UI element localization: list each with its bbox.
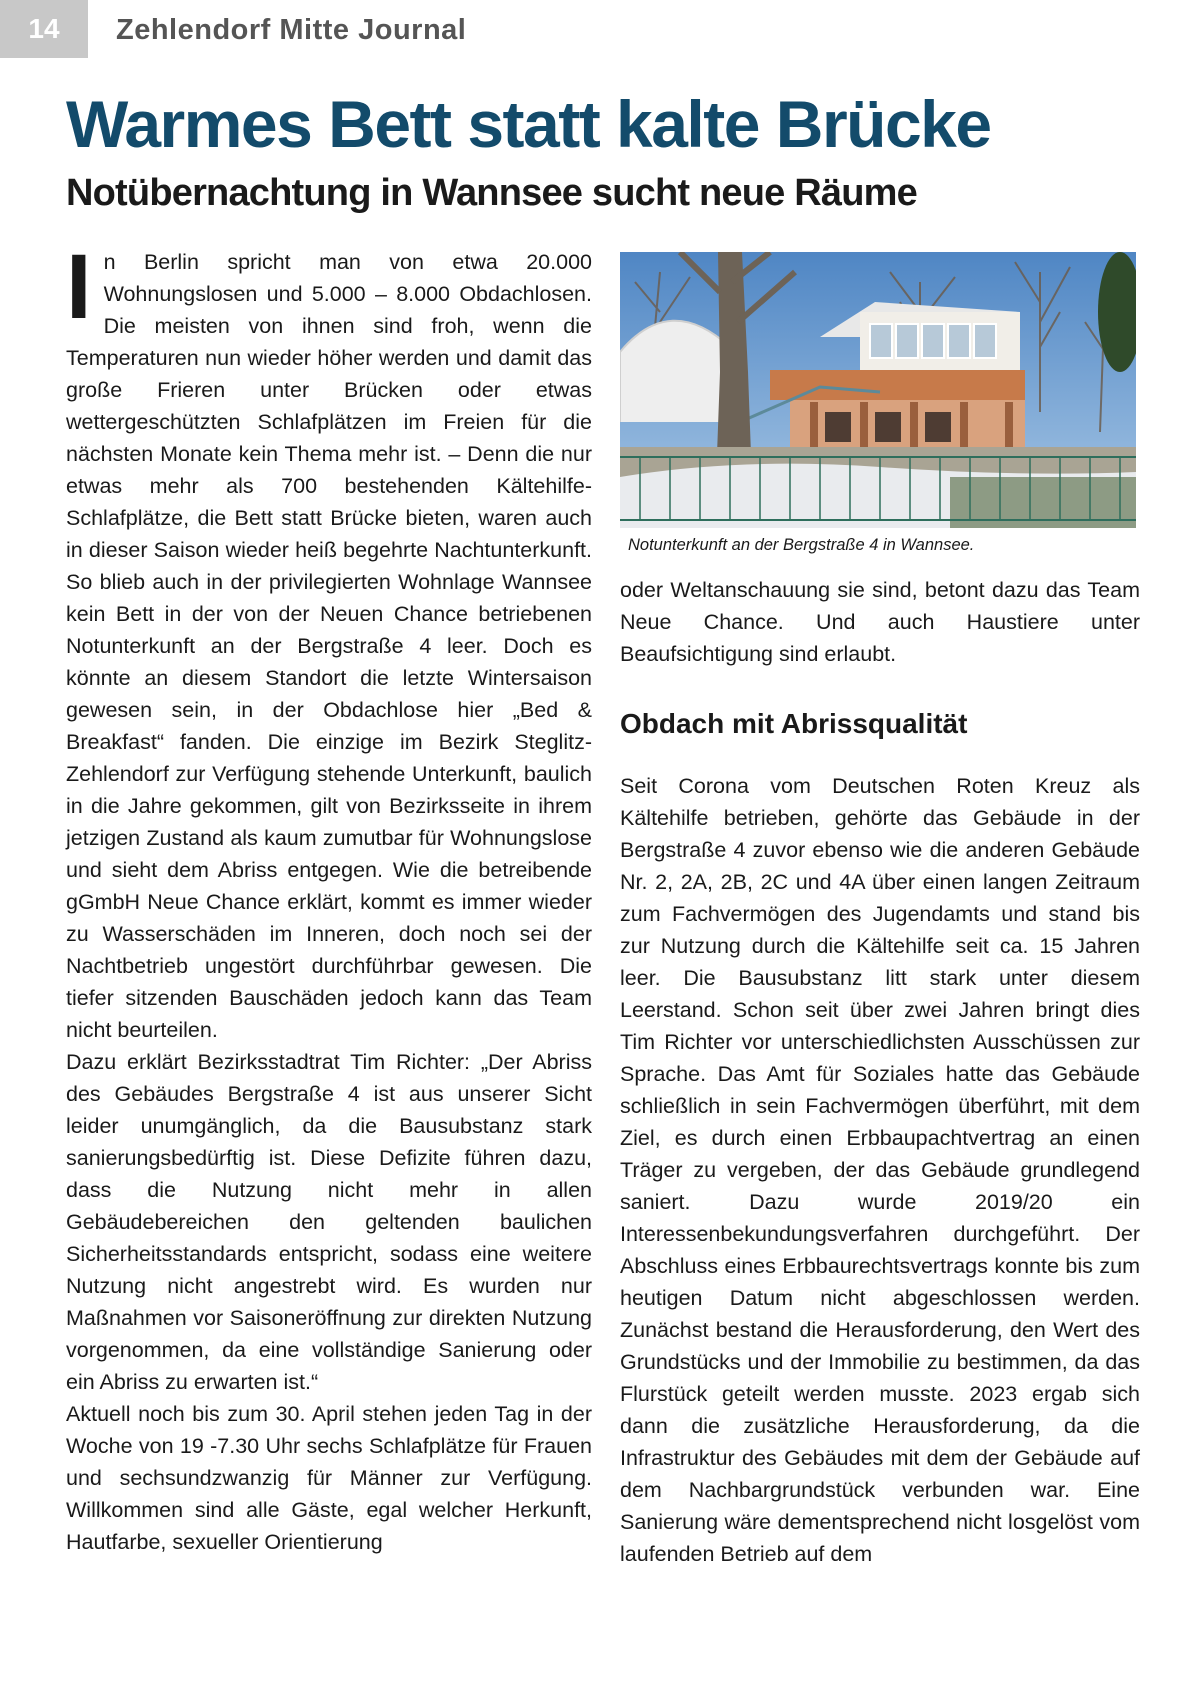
article-subtitle: Notübernachtung in Wannsee sucht neue Räume <box>66 172 917 214</box>
intro-text: n Berlin spricht man von etwa 20.000 Wohnungslosen und 5.000 – 8.000 Obdachlosen. Die meisten von ihnen sind froh, wenn die Temperaturen nun wieder höher werden und damit das große Frieren unter Brücken oder etwas wettergeschützten Schlafplätzen im Freien für die nächsten Monate kein Thema mehr ist. – Denn die nur etwas mehr als 700 bestehenden Kältehilfe-Schlafplätze, die Bett statt Brücke bieten, waren auch in dieser Saison wieder heiß begehrte Nachtunterkunft. So blieb auch in der privilegierten Wohnlage Wannsee kein Bett in der von der Neuen Chance betriebenen Notunterkunft an der Bergstraße 4 leer. Doch es könnte an diesem Standort die letzte Wintersaison gewesen sein, in der Obdachlose hier „Bed & Breakfast“ fanden. Die einzige im Bezirk Steglitz-Zehlendorf zur Verfügung stehende Unterkunft, baulich in die Jahre gekommen, gilt von Bezirksseite in ihrem jetzigen Zustand als kaum zumutbar für Wohnungslose und sieht dem Abriss entgegen. Wie die betreibende gGmbH Neue Chance erklärt, kommt es immer wieder zu Wasserschäden im Inneren, doch noch sei der Nachtbetrieb ungestört durchführbar gewesen. Die tiefer sitzenden Bauschäden jedoch kann das Team nicht beurteilen. <box>66 250 592 1042</box>
section-paragraph: Seit Corona vom Deutschen Roten Kreuz als Kältehilfe betrieben, gehörte das Gebäude in der Bergstraße 4 zuvor ebenso wie die anderen Gebäude Nr. 2, 2A, 2B, 2C und 4A über einen langen Zeitraum zum Fachvermögen des Jugendamts und stand bis zur Nutzung durch die Kältehilfe seit ca. 15 Jahren leer. Die Bausubstanz litt stark unter diesem Leerstand. Schon seit über zwei Jahren bringt dies Tim Richter vor unterschiedlichsten Ausschüssen zur Sprache. Das Amt für Soziales hatte das Gebäude schließlich in sein Fachvermögen überführt, mit dem Ziel, es durch einen Erbbaupachtvertrag an einen Träger zu vergeben, der das Gebäude grundlegend saniert. Dazu wurde 2019/20 ein Interessenbekundungsverfahren durchgeführt. Der Abschluss eines Erbbaurechtsvertrags konnte bis zum heutigen Datum nicht abgeschlossen werden. Zunächst bestand die Herausforderung, den Wert des Grundstücks und der Immobilie zu bestimmen, da das Flurstück geteilt werden musste. 2023 ergab sich dann die zusätzliche Herausforderung, da die Infrastruktur des Gebäudes mit dem der Gebäude auf dem Nachbargrundstück verbunden war. Eine Sanierung wäre dementsprechend nicht losgelöst vom laufenden Betrieb auf dem <box>620 774 1140 1566</box>
journal-name: Zehlendorf Mitte Journal <box>116 14 467 46</box>
dropcap: I <box>66 236 92 338</box>
building-photo <box>620 252 1136 528</box>
right-column-continuation <box>620 574 1140 670</box>
intro-paragraph <box>66 236 592 1046</box>
section-heading: Obdach mit Abrissqualität <box>620 708 968 739</box>
availability-paragraph: Aktuell noch bis zum 30. April stehen jeden Tag in der Woche von 19 -7.30 Uhr sechs Schlafplätze für Frauen und sechsundzwanzig für Männer zur Verfügung. Willkommen sind alle Gäste, egal welcher Herkunft, Hautfarbe, sexueller Orientierung <box>66 1402 592 1554</box>
photo-caption: Notunterkunft an der Bergstraße 4 in Wannsee. <box>628 536 975 554</box>
right-column-section <box>620 770 1140 1570</box>
quote-paragraph: Dazu erklärt Bezirksstadtrat Tim Richter: „Der Abriss des Gebäudes Bergstraße 4 ist aus unserer Sicht leider unumgänglich, da die Bausubstanz stark sanierungsbedürftig ist. Diese Defizite führen dazu, dass die Nutzung nicht mehr in allen Gebäudebereichen den geltenden baulichen Sicherheitsstandards entspricht, sodass eine weitere Nutzung nicht angestrebt wird. Es wurden nur Maßnahmen vor Saisoneröffnung zur direkten Nutzung vorgenommen, da eine vollständige Sanierung oder ein Abriss zu erwarten ist.“ <box>66 1050 592 1394</box>
continuation-paragraph: oder Weltanschauung sie sind, betont dazu das Team Neue Chance. Und auch Haustiere unter Beaufsichtigung sind erlaubt. <box>620 578 1140 666</box>
left-column <box>66 236 592 1558</box>
page-number: 14 <box>0 0 88 58</box>
article-title: Warmes Bett statt kalte Brücke <box>66 87 991 161</box>
